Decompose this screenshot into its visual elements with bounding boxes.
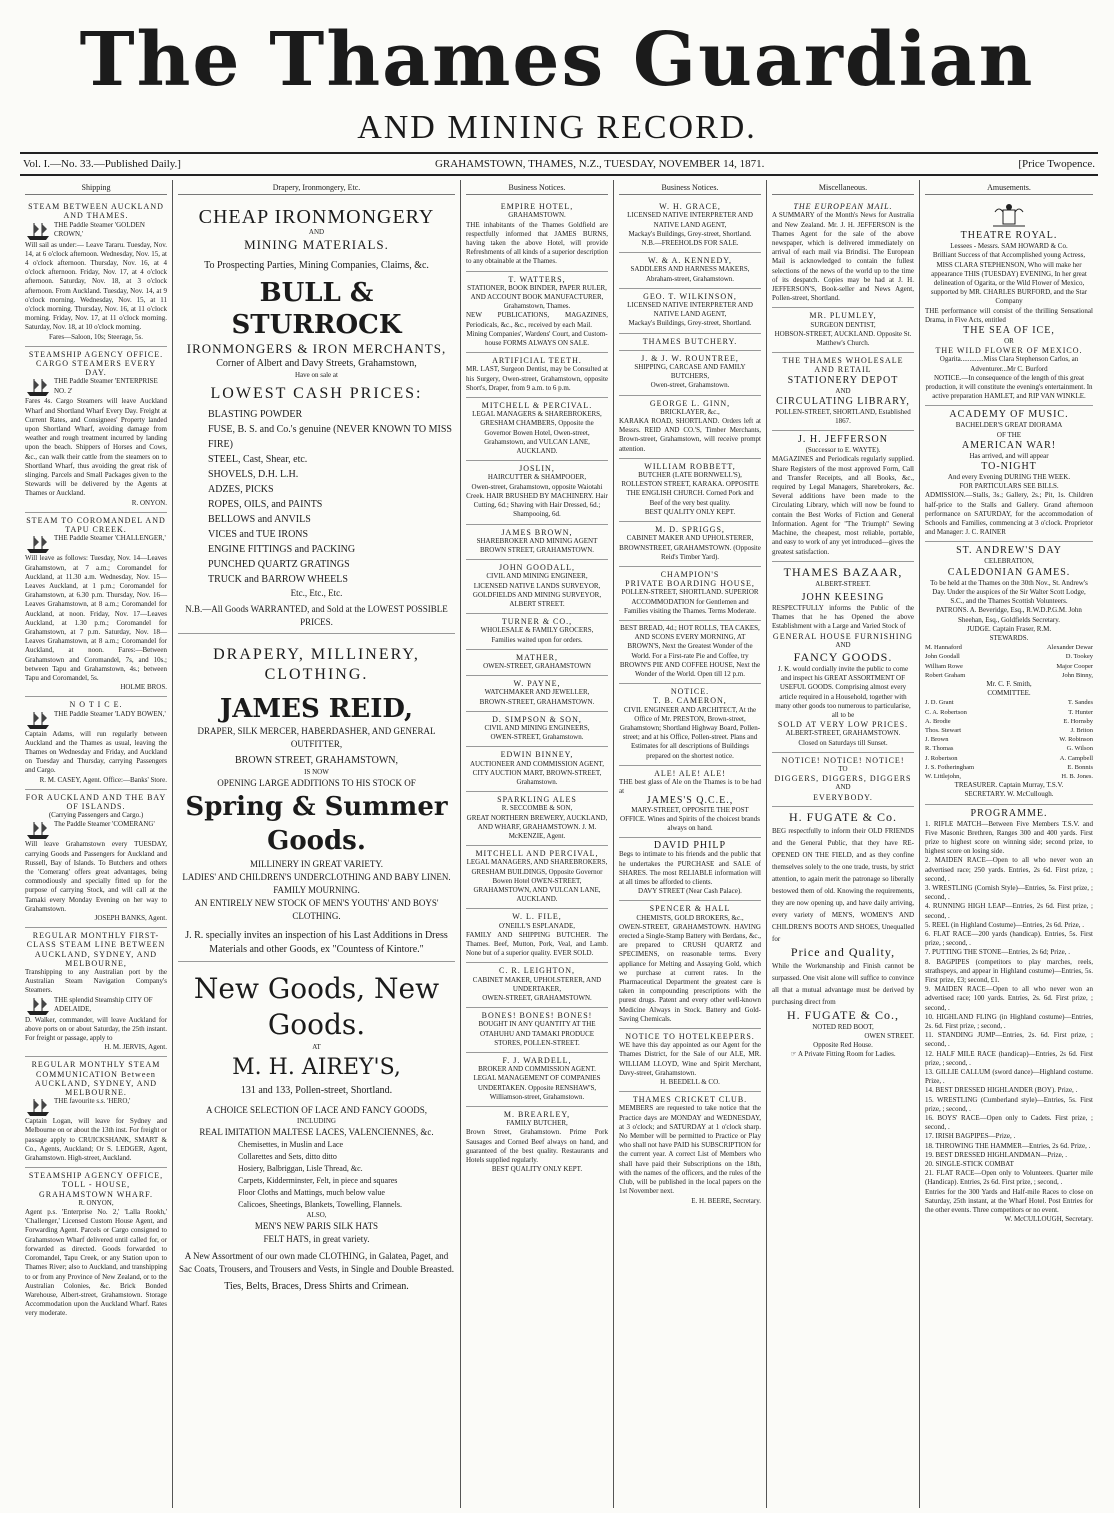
ad-james-reid: DRAPERY, MILLINERY, CLOTHING. JAMES REID, DRAPER, SILK MERCER, HABERDASHER, AND GENERAL OUTFITTER, BROWN STREET, GRAHAMSTOWN, IS NOW OPENING LARGE ADDITIONS TO HIS STOCK OF Spring & Summer Goods. MILLINERY IN GREAT VARIETY. LADIES' AND CHILDREN'S UNDERCLOTHING AND BABY LINEN. FAMILY MOURNING. AN ENTIRELY NEW STOCK OF MEN'S YOUTHS' AND BOYS' CLOTHING. J. R. specially invites an inspection of his Last Additions in Dress Materials and other Goods, ex "Countess of Kintore." bbox=[178, 634, 455, 962]
price: [Price Twopence. bbox=[1018, 158, 1095, 170]
masthead bbox=[0, 8, 1114, 148]
ad-hero: REGULAR MONTHLY STEAM COMMUNICATION Between AUCKLAND, SYDNEY, AND MELBOURNE. THE favourite s.s. 'HERO,' Captain Logan, will leave for Sydney and Melbourne on or about the 13th inst. For freight or passage apply to CRUICKSHANK, SMART & Co., Agents, Auckland; Or S. LEDGER, Agent, Grahamstown. High-street, Auckland. bbox=[25, 1057, 167, 1168]
ad-hotelkeepers: NOTICE TO HOTELKEEPERS. WE have this day appointed as our Agent for the Thames District, for the Sale of our ALE, MR. WILLIAM LLOYD, Wine and Spirit Merchant, Davy-street, Grahamstown. H. BEEDELL & CO. bbox=[619, 1029, 761, 1092]
column-heading: Drapery, Ironmongery, Etc. bbox=[178, 183, 455, 195]
ad-kennedy: W. & A. KENNEDY, SADDLERS AND HARNESS MAKERS, Abraham-street, Grahamstown. bbox=[619, 253, 761, 289]
ad-bones: BONES! BONES! BONES! BOUGHT IN ANY QUANTITY AT THE OTAHUHU AND TAMAKI PRODUCE STORES, POLLEN-STREET. bbox=[466, 1008, 608, 1053]
column-shipping bbox=[20, 180, 172, 1508]
ad-m-h-airey: New Goods, New Goods. AT M. H. AIREY'S, 131 and 133, Pollen-street, Shortland. A CHOICE SELECTION OF LACE AND FANCY GOODS, INCLUDING REAL IMITATION MALTESE LACES, VALENCIENNES, &c. Chemisettes, in Muslin and Lace Collarettes and Sets, ditto ditto Hosiery, Balbriggan, Lisle Thread, &c. Carpets, Kidderminster, Felt, in piece and squares Floor Cloths and Mattings, much below value Calicoes, Sheetings, Blankets, Towelling, Flannels. ALSO, MEN'S NEW PARIS SILK HATS FELT HATS, in great variety. A New Assortment of our own made CLOTHING, in Galatea, Paget, and Sac Coats, Trousers, and Trousers and Vests, in Single and Double Breasted. Ties, Belts, Braces, Dress Shirts and Crimean. bbox=[178, 971, 455, 1293]
ad-artificial-teeth: ARTIFICIAL TEETH. MR. LAST, Surgeon Dentist, may be Consulted at his Surgery, Owen-street, Grahamstown, opposite Short's, Draper, from 9 a.m. to 6 p.m. bbox=[466, 353, 608, 398]
dateline bbox=[20, 152, 1098, 176]
place-date: GRAHAMSTOWN, THAMES, N.Z., TUESDAY, NOVEMBER 14, 1871. bbox=[434, 158, 765, 170]
ad-city-of-adelaide: REGULAR MONTHLY FIRST-CLASS STEAM LINE BETWEEN AUCKLAND, SYDNEY, AND MELBOURNE, Transhipping to any Australian port by the Australian Steam Navigation Company's Steamers. THE splendid Steamship CITY OF ADELAIDE, D. Walker, commander, will leave Auckland for above ports on or about Saturday, the 25th instant. For freight or passage, apply to H. M. JERVIS, Agent. bbox=[25, 928, 167, 1057]
ad-james-brown: JAMES BROWN, SHAREBROKER AND MINING AGENT BROWN STREET, GRAHAMSTOWN. bbox=[466, 525, 608, 561]
ad-champions: CHAMPION'S PRIVATE BOARDING HOUSE, POLLEN-STREET, SHORTLAND. SUPERIOR ACCOMMODATION for Gentlemen and Families visiting the Thames. Terms Moderate. bbox=[619, 567, 761, 621]
column-business-1 bbox=[460, 180, 613, 1508]
ad-comerang: FOR AUCKLAND AND THE BAY OF ISLANDS. (Carrying Passengers and Cargo.) The Paddle Steamer 'COMERANG' Will leave Grahamstown every TUESDAY, carrying Goods and Passengers for Auckland and Russell, Bay of Islands. To Butchers and others the 'Comerang' offers great advantages, being commodiously and specially fitted up for the purpose of carrying Stock, and will call at the Tamaki every Monday Evening on her way to Grahamstown. JOSEPH BANKS, Agent. bbox=[25, 790, 167, 928]
column-heading: Business Notices. bbox=[466, 183, 608, 195]
committee-row: R. Thomas G. Wilson bbox=[925, 745, 1093, 753]
newspaper-subtitle: AND MINING RECORD. bbox=[357, 109, 757, 146]
ship-icon bbox=[25, 710, 51, 730]
steward-row: William Rowe Major Cooper bbox=[925, 662, 1093, 670]
ad-steamship-agency: STEAMSHIP AGENCY OFFICE. CARGO STEAMERS EVERY DAY. THE Paddle Steamer 'ENTERPRISE NO. 2' Fares 4s. Cargo Steamers will leave Auckland Wharf and Shortland Wharf Every Day. Freight at Current Rates, and Consignees' Property landed upon Shortland Wharf, avoiding damage from weather and rough treatment incurred by landing upon the beach. Shippers of Horses and Cows, &c., can walk their cattle from the steamers on to Shortland Wharf, thus avoiding the great risk of slinging. Parcels and Small Packages given to the Stewards will be delivered by the Agents at Thames or Auckland. R. ONYON. bbox=[25, 347, 167, 513]
column-amusements bbox=[919, 180, 1098, 1508]
royal-crest-icon bbox=[989, 202, 1029, 230]
ship-icon bbox=[25, 820, 51, 840]
ad-w-h-grace: W. H. GRACE, LICENSED NATIVE INTERPRETER AND NATIVE LAND AGENT, Mackay's Buildings, Grey-street, Shortland. N.B.—FREEHOLDS FOR SALE. bbox=[619, 199, 761, 253]
committee-row: J. S. Fotheringham E. Bonnis bbox=[925, 763, 1093, 771]
ad-stationery-depot: THE THAMES WHOLESALE AND RETAIL STATIONERY DEPOT AND CIRCULATING LIBRARY, POLLEN-STREET, SHORTLAND, Established 1867. bbox=[772, 353, 914, 431]
pointing-hand-icon: ☞ bbox=[790, 1050, 799, 1059]
ad-joslin: JOSLIN, HAIRCUTTER & SHAMPOOER, Owen-street, Grahamstown, opposite Waiotahi Creek. HAIR BRUSHED BY MACHINERY. Hair Cutting, 6d.; Shaving with Hair Dressed, 6d.; Shampooing, 6d. bbox=[466, 461, 608, 524]
ship-icon bbox=[25, 996, 51, 1016]
ad-spencer-hall: SPENCER & HALL CHEMISTS, GOLD BROKERS, &c., OWEN-STREET, GRAHAMSTOWN. HAVING erected a Single-Stamp Battery with Berdans, &c., are prepared to CRUSH QUARTZ and SPECIMENS, on reasonable terms. Every appliance for Melting and Assaying Gold, which we purchase at current rates. In the Pharmaceutical Department the greatest care is taken in compounding prescriptions with the purest drugs. Patent and every other well-known Medicine Always in Stock. Battery and Gold-Saving Chemicals. bbox=[619, 901, 761, 1029]
ad-academy-of-music: ACADEMY OF MUSIC. BACHELDER'S GREAT DIORAMA OF THE AMERICAN WAR! Has arrived, and will appear TO-NIGHT And every Evening DURING THE WEEK. FOR PARTICULARS SEE BILLS. ADMISSION.—Stalls, 3s.; Gallery, 2s.; Pit, 1s. Children half-price to the Stalls and Gallery. Grand afternoon performance on SATURDAY, for the accommodation of Schools and Families, commencing at 3 o'clock. Proprietor and Manager: J. C. RAINER bbox=[925, 406, 1093, 542]
ad-cricket-club: THAMES CRICKET CLUB. MEMBERS are requested to take notice that the Practice days are MONDAY and WEDNESDAY, at 3 o'clock; and SATURDAY at 1 o'clock sharp. No Member will be permitted to Practice or Play who shall not have PAID his SUBSCRIPTION for the current year. A correct List of Members who shall have paid their Subscriptions on the 18th, with the names of the officers, and the rules of the Club, will be published in the local papers on the 1st November next. E. H. BEERE, Secretary. bbox=[619, 1095, 761, 1205]
column-miscellaneous bbox=[766, 180, 919, 1508]
ad-european-mail: THE EUROPEAN MAIL. A SUMMARY of the Month's News for Australia and New Zealand. Mr. J. H. JEFFERSON is the Thames Agent for the sale of the above newspaper, which is delivered immediately on arrival of each mail via Brindisi. The European Mail is acknowledged to contain the fullest selections of the news of the world up to the time of its despatch. Copies may be had at J. H. JEFFERSON'S, Book-seller and News Agent, Pollen-street, Shortland. bbox=[772, 199, 914, 308]
column-heading: Miscellaneous. bbox=[772, 183, 914, 195]
ad-h-fugate: H. FUGATE & Co. BEG respectfully to inform their OLD FRIENDS and the General Public, that they have RE-OPENED ON THE FIELD, and as they confine themselves solely to the one trade, trusts, by strict attention, to again merit the patronage so liberally bestowed them of old. Knowing the requirements, they are now opening up, and have daily arriving, every variety of MEN'S, WOMEN'S AND CHILDREN'S BOOTS AND SHOES, Unequalled for Price and Quality, While the Workmanship and Finish cannot be surpassed. One visit alone will suffice to convince all that a mutual advantage must be derived by purchasing direct from H. FUGATE & Co., NOTED RED BOOT, OWEN STREET. Opposite Red House. ☞ A Private Fitting Room for Ladies. bbox=[772, 809, 914, 1059]
ad-plumley: MR. PLUMLEY, SURGEON DENTIST, HOBSON-STREET, AUCKLAND. Opposite St. Matthew's Church. bbox=[772, 308, 914, 353]
ad-w-l-file: W. L. FILE, O'NEILL'S ESPLANADE, FAMILY AND SHIPPING BUTCHER. The Thames. Beef, Mutton, Pork, Veal, and Lamb. None but of a superior quality. EVER SOLD. bbox=[466, 909, 608, 963]
ad-toll-house: STEAMSHIP AGENCY OFFICE, TOLL - HOUSE, GRAHAMSTOWN WHARF. R. ONYON, Agent p.s. 'Enterprise No. 2,' 'Lalla Rookh,' 'Challenger,' Licensed Custom House Agent, and Forwarding Agent. Parcels or Cargo consigned to Grahamstown Wharf delivered until called for, or forwarded as directed. Goods forwarded to Coromandel, Tapu Creek, or any Station upon to Thames River; also to Auckland, and transhipping to or from any Province of New Zealand, or to the Australian Colonies, &c. Brick Bonded Warehouse, Albert-street, Grahamstown. Storage Accommodation upon the Auckland Wharf. Rates very moderate. bbox=[25, 1171, 167, 1318]
steward-row: John Goodall D. Tookey bbox=[925, 653, 1093, 661]
steward-row: Robert Graham John Binny, bbox=[925, 671, 1093, 679]
ad-thames-butchery: THAMES BUTCHERY. bbox=[619, 334, 761, 351]
ad-david-philp: DAVID PHILP Begs to intimate to his friends and the public that he undertakes the PURCHASE and SALE of SHARES. The most RELIABLE information will at all times be afforded to clients. DAVY STREET (Near Cash Palace). bbox=[619, 838, 761, 901]
ad-john-goodall: JOHN GOODALL, CIVIL AND MINING ENGINEER, LICENSED NATIVE LANDS SURVEYOR, GOLDFIELDS AND MINING SURVEYOR, ALBERT STREET. bbox=[466, 560, 608, 614]
committee-row: C. A. Robertson T. Hunter bbox=[925, 708, 1093, 716]
steward-row: M. Hannaford Alexander Dewar bbox=[925, 644, 1093, 652]
ad-programme: PROGRAMME. 1. RIFLE MATCH—Between Five Members T.S.V. and Five Masonic Brethren, Ranges 300 and 400 yards. First prize to highest score on winning side; second prize, to highest score on losing side. 2. MAIDEN RACE—Open to all who never won an advertised race; 250 yards. Entries, 2s 6d. First prize, ; second, . 3. WRESTLING (Cornish Style)—Entries, 5s. First prize, ; second, . 4. RUNNING HIGH LEAP—Entries, 2s 6d. First prize, ; second, . 5. REEL (in Highland Costume)—Entries, 2s 6d. Prize, . 6. FLAT RACE—200 yards (handicap). Entries, 5s. First prize, ; second, . 7. PUTTING THE STONE—Entries, 2s 6d; Prize, . 8. BAGPIPES (competitors to play marches, reels, strathspeys, and appear in Highland costume)—Entries, 5s. First prize, £3; second, £1. 9. MAIDEN RACE—Open to all who never won an advertised race; 100 yards. Entries, 2s. 6d. First prize, ; second, . 10. HIGHLAND FLING (in Highland costume)—Entries, 2s. 6d. First prize, ; second, . 11. STANDING JUMP—Entries, 2s. 6d. First prize, ; second, . 12. HALF MILE RACE (handicap)—Entries, 2s 6d. First prize, ; second, . 13. GILLIE CALLUM (sword dance)—Highland costume. Prize, . 14. BEST DRESSED HIGHLANDER (BOY). Prize, . 15. WRESTLING (Cumberland style)—Entries, 5s. First prize, ; second, . 16. BOYS' RACE—Open only to Cadets. First prize, ; second, . 17. IRISH BAGPIPES—Prize, . 18. THROWING THE HAMMER—Entries, 2s 6d. Prize, . 19. BEST DRESSED HIGHLANDMAN—Prize, . 20. SINGLE-STICK COMBAT 21. FLAT RACE—Open only to Volunteers. Quarter mile (Handicap). Entries, 2s 6d. First prize, ; second, . Entries for the 300 Yards and Half-mile Races to close on Saturday, 25th instant, at the Wharf Hotel. Post Entries for the other events. Three competitors or no event. W. McCULLOUGH, Secretary. bbox=[925, 807, 1093, 1224]
ad-w-payne: W. PAYNE, WATCHMAKER AND JEWELLER, BROWN-STREET, GRAHAMSTOWN. bbox=[466, 676, 608, 712]
ad-george-ginn: GEORGE L. GINN, BRICKLAYER, &c., KARAKA ROAD, SHORTLAND. Orders left at Messrs. REID AND CO.'S, Timber Merchants, Brown-street, Grahamstown, will receive prompt attention. bbox=[619, 396, 761, 459]
fitting-room-note: ☞ A Private Fitting Room for Ladies. bbox=[790, 1050, 896, 1059]
ad-f-j-wardell: F. J. WARDELL, BROKER AND COMMISSION AGENT. LEGAL MANAGEMENT OF COMPANIES UNDERTAKEN. Opposite RENSHAW'S, Williamson-street, Grahamstown. bbox=[466, 1053, 608, 1107]
ad-m-d-spriggs: M. D. SPRIGGS, CABINET MAKER AND UPHOLSTERER, BROWNSTREET, GRAHAMSTOWN. (Opposite Reid's Timber Yard). bbox=[619, 522, 761, 567]
ad-bull-sturrock: CHEAP IRONMONGERY AND MINING MATERIALS. To Prospecting Parties, Mining Companies, Claims, &c. BULL & STURROCK IRONMONGERS & IRON MERCHANTS, Corner of Albert and Davy Streets, Grahamstown, Have on sale at LOWEST CASH PRICES: BLASTING POWDER FUSE, B. S. and Co.'s genuine (NEVER KNOWN TO MISS FIRE) STEEL, Cast, Shear, etc. SHOVELS, D.H. L.H. ADZES, PICKS ROPES, OILS, and PAINTS BELLOWS and ANVILS VICES and TUE IRONS ENGINE FITTINGS and PACKING PUNCHED QUARTZ GRATINGS TRUCK and BARROW WHEELS Etc., Etc., Etc. N.B.—All Goods WARRANTED, and Sold at the LOWEST POSSIBLE PRICES. bbox=[178, 199, 455, 633]
committee-row: J. Robertson A. Campbell bbox=[925, 754, 1093, 762]
ad-sparkling-ales: SPARKLING ALES R. SECCOMBE & SON, GREAT NORTHERN BREWERY, AUCKLAND, AND WHARF, GRAHAMSTOWN. J. M. McKENZIE, Agent. bbox=[466, 792, 608, 846]
ad-ale: ALE! ALE! ALE! THE best glass of Ale on the Thames is to be had at JAMES'S Q.C.E., MARY-STREET, OPPOSITE THE POST OFFICE. Wines and Spirits of the choicest brands always on hand. bbox=[619, 766, 761, 838]
ad-browns-bread: BEST BREAD, 4d.; HOT ROLLS, TEA CAKES, AND SCONS EVERY MORNING, AT BROWN'S, Next the Greatest Wonder of the World. For a First-rate Pie and Coffee, try BROWN'S PIE AND COFFEE HOUSE, Next the Wonder of the World. Open till 12 p.m. bbox=[619, 621, 761, 684]
committee-row: Thos. Stewart J. Briton bbox=[925, 726, 1093, 734]
ad-challenger: STEAM TO COROMANDEL AND TAPU CREEK. THE Paddle Steamer 'CHALLENGER,' Will leave as follows: Tuesday, Nov. 14—Leaves Grahamstown, at 7 a.m.; Coromandel for Auckland, at 11.30 a.m. Wednesday, Nov. 15—Leaves Auckland, at 1 p.m.; Coromandel for Grahamstown, at 6.30 p.m. Thursday, Nov. 16—Leaves Grahamstown, at 8 a.m.; Coromandel for Auckland, at noon. Friday, Nov. 17—Leaves Auckland, at 1.30 p.m.; Coromandel for Grahamstown, at 7 p.m. Saturday, Nov. 18—Leaves Grahamstown, at 8 a.m.; Coromandel for Auckland, at noon. Fares:—Between Grahamstown and Coromandel, 7s, and 10s.; between Tapu and Grahamstown, 4s.; between Tapu and Coromandel, 5s. HOLME BROS. bbox=[25, 513, 167, 697]
ship-icon bbox=[25, 377, 51, 397]
committee-row: J. D. Grant T. Sandes bbox=[925, 699, 1093, 707]
volume-number: Vol. I.—No. 33.—Published Daily.] bbox=[23, 158, 181, 170]
ship-icon bbox=[25, 1097, 51, 1117]
item-list: Chemisettes, in Muslin and Lace Collarettes and Sets, ditto ditto Hosiery, Balbriggan, Lisle Thread, &c. Carpets, Kidderminster, Felt, in piece and squares Floor Cloths and Mattings, much below value Calicoes, Sheetings, Blankets, Towelling, Flannels. bbox=[238, 1140, 402, 1210]
ad-t-watters: T. WATTERS, STATIONER, BOOK BINDER, PAPER RULER, AND ACCOUNT BOOK MANUFACTURER, Grahamstown, Thames. NEW PUBLICATIONS, MAGAZINES, Periodicals, &c., &c., received by each Mail. Mining Companies', Wardens' Court, and Custom-house FORMS ALWAYS ON SALE. bbox=[466, 272, 608, 354]
column-heading: Amusements. bbox=[925, 183, 1093, 195]
ship-icon bbox=[25, 534, 51, 554]
committee-row: W. Littlejohn, H. B. Jones. bbox=[925, 772, 1093, 780]
ad-c-r-leighton: C. R. LEIGHTON, CABINET MAKER, UPHOLSTERER, AND UNDERTAKER, OWEN-STREET, GRAHAMSTOWN. bbox=[466, 963, 608, 1008]
ad-t-b-cameron: NOTICE. T. B. CAMERON, CIVIL ENGINEER AND ARCHITECT, At the Office of Mr. PRESTON, Brown-street, Grahamstown; Shortland Highway Board, Pollen-street; and at his Office, Pollen-street. Plans and Estimates for all descriptions of Buildings prepared on the shortest notice. bbox=[619, 684, 761, 766]
item-list: BLASTING POWDER FUSE, B. S. and Co.'s genuine (NEVER KNOWN TO MISS FIRE) STEEL, Cast, Shear, etc. SHOVELS, D.H. L.H. ADZES, PICKS ROPES, OILS, and PAINTS BELLOWS and ANVILS VICES and TUE IRONS ENGINE FITTINGS and PACKING PUNCHED QUARTZ GRATINGS TRUCK and BARROW WHEELS bbox=[208, 408, 452, 585]
ad-thames-bazaar: THAMES BAZAAR, ALBERT-STREET. JOHN KEESING RESPECTFULLY informs the Public of the Thames that he has Opened the above Establishment with a Large and Varied Stock of GENERAL HOUSE FURNISHING AND FANCY GOODS. J. K. would cordially invite the public to come and inspect his GREAT ASSORTMENT OF USEFUL GOODS. Comprising almost every article required in a Household, together with many other goods too numerous to particularise, all to be SOLD AT VERY LOW PRICES. ALBERT-STREET, GRAHAMSTOWN. Closed on Saturdays till Sunset. bbox=[772, 562, 914, 753]
ad-st-andrews-day: ST. ANDREW'S DAY CELEBRATION, CALEDONIAN GAMES. To be held at the Thames on the 30th Nov., St. Andrew's Day. Under the auspices of the Sir Walter Scott Lodge, S.C., and the Thames Scottish Volunteers. PATRONS. A. Beveridge, Esq., R.W.D.P.G.M. John Sheehan, Esq., Goldfields Secretary. JUDGE. Captain Fraser, R.M. STEWARDS. M. Hannaford Alexander Dewar John Goodall D. Tookey William Rowe Major Cooper Robert Graham John Binny, Mr. C. F. Smith, COMMITTEE. J. D. Grant T. Sandes C. A. Robertson T. Hunter A. Brodie E. Hornsby Thos. Stewart J. Briton J. Brown W. Robinson R. Thomas G. Wilson J. Robertson A. Campbell J. S. Fotheringham E. Bonnis W. Littlejohn, H. B. Jones. TREASURER. Captain Murray, T.S.V. SECRETARY. W. McCullough. bbox=[925, 542, 1093, 804]
ad-mather: MATHER, OWEN-STREET, GRAHAMSTOWN bbox=[466, 650, 608, 676]
column-heading: Shipping bbox=[25, 183, 167, 195]
ad-d-simpson: D. SIMPSON & SON, CIVIL AND MINING ENGINEERS, OWEN-STREET, Grahamstown. bbox=[466, 712, 608, 748]
ad-wilkinson: GEO. T. WILKINSON, LICENSED NATIVE INTERPRETER AND NATIVE LAND AGENT, Mackay's Buildings, Grey-street, Shortland. bbox=[619, 289, 761, 334]
ship-icon bbox=[25, 221, 51, 241]
ad-diggers-notice: NOTICE! NOTICE! NOTICE! TO DIGGERS, DIGGERS, DIGGERS AND EVERYBODY. bbox=[772, 753, 914, 807]
columns bbox=[20, 180, 1098, 1508]
column-drapery bbox=[172, 180, 460, 1508]
ad-jefferson: J. H. JEFFERSON (Successor to E. WAYTE). MAGAZINES and Periodicals regularly supplied. Share Registers of the most approved Form, Call and Transfer Receipts, and all Books, &c., required by Legal Managers, Sharebrokers, &c. Several additions have been made to the Circulating Library, which will now be found to contain the Best Works of Fiction and General Information. Agent for "The Triumph" Sewing Machine, the cheapest, most reliable, portable, and easy to work of any yet introduced—gives the greatest satisfaction. bbox=[772, 431, 914, 561]
newspaper-title: The Thames Guardian bbox=[79, 17, 1035, 103]
committee-row: J. Brown W. Robinson bbox=[925, 736, 1093, 744]
ad-turner: TURNER & CO., WHOLESALE & FAMILY GROCERS, Families waited upon for orders. bbox=[466, 614, 608, 650]
ad-m-brearley: M. BREARLEY, FAMILY BUTCHER, Brown Street, Grahamstown. Prime Pork Sausages and Corned Beef always on hand, and guaranteed of the best quality. Restaurants and Hotels supplied regularly. BEST QUALITY ONLY KEPT. bbox=[466, 1110, 608, 1174]
ad-william-robbett: WILLIAM ROBBETT, BUTCHER (LATE BORNWELL'S), ROLLESTON STREET, KARAKA. OPPOSITE THE ENGLISH CHURCH. Corned Pork and Beef of the very best quality. BEST QUALITY ONLY KEPT. bbox=[619, 459, 761, 522]
ad-mitchell-percival: MITCHELL & PERCIVAL. LEGAL MANAGERS & SHAREBROKERS, GRESHAM CHAMBERS, Opposite the Governor Bowen Hotel, Owen-street, Grahamstown, and VULCAN LANE, AUCKLAND. bbox=[466, 398, 608, 461]
ad-empire-hotel: EMPIRE HOTEL, GRAHAMSTOWN. THE inhabitants of the Thames Goldfield are respectfully informed that JAMES BURNS, having taken the above Hotel, will provide Refreshments of all kinds of a superior description to any obtainable at the Thames. bbox=[466, 199, 608, 271]
column-heading: Business Notices. bbox=[619, 183, 761, 195]
ad-lady-bowen: N O T I C E. THE Paddle Steamer 'LADY BOWEN,' Captain Adams, will run regularly between Auckland and the Thames as usual, leaving the Thames on Wednesday and Friday, and Auckland on Tuesday and Thursday, carrying Passengers and Cargo. R. M. CASEY, Agent. Office:—Banks' Store. bbox=[25, 697, 167, 789]
ad-rountree: J. & J. W. ROUNTREE, SHIPPING, CARCASE AND FAMILY BUTCHERS, Owen-street, Grahamstown. bbox=[619, 351, 761, 396]
ad-golden-crown: STEAM BETWEEN AUCKLAND AND THAMES. THE Paddle Steamer 'GOLDEN CROWN,' Will sail as under:— Leave Tararu. Tuesday, Nov. 14, at 6 o'clock afternoon. Wednesday, Nov. 15, at 4 o'clock afternoon. Thursday, Nov. 16, at 4 o'clock afternoon. Friday, Nov. 17, at 4 o'clock afternoon. Saturday, Nov. 18, at 3 o'clock afternoon. From Auckland. Tuesday, Nov. 14, at 9 o'clock morning. Wednesday, Nov. 15, at 11 o'clock morning. Thursday, Nov. 16, at 11 o'clock morning. Friday, Nov. 17, at 11 o'clock morning. Saturday, Nov. 18, at 10 o'clock morning. Fares—Saloon, 10s; Steerage, 5s. bbox=[25, 199, 167, 347]
ad-theatre-royal: THEATRE ROYAL. Lessees - Messrs. SAM HOWARD & Co. Brilliant Success of that Accomplished young Actress, MISS CLARA STEPHENSON, Who will make her appearance THIS (TUESDAY) EVENING, In her great delineation of Ogarita, or the Wild Flower of Mexico, supported by MR. CHARLES BURFORD, and the Star Company THE performance will consist of the thrilling Sensational Drama, in Five Acts, entitled THE SEA OF ICE, OR THE WILD FLOWER OF MEXICO. Ogarita.............Miss Clara Stephenson Carlos, an Adventurer...Mr C. Burford NOTICE.—In consequence of the length of this great production, it will constitute the evening's entertainment. In active preparation HAMLET, and RIP VAN WINKLE. bbox=[925, 199, 1093, 406]
ad-mitchell-percival-2: MITCHELL AND PERCIVAL, LEGAL MANAGERS, AND SHAREBROKERS, GRESHAM BUILDINGS, Opposite Governor Bowen Hotel OWEN-STREET, GRAHAMSTOWN, AND VULCAN LANE, AUCKLAND. bbox=[466, 846, 608, 909]
ad-edwin-binney: EDWIN BINNEY, AUCTIONEER AND COMMISSION AGENT, CITY AUCTION MART, BROWN-STREET, Grahamstown. bbox=[466, 747, 608, 792]
column-business-2 bbox=[613, 180, 766, 1508]
committee-row: A. Brodie E. Hornsby bbox=[925, 717, 1093, 725]
